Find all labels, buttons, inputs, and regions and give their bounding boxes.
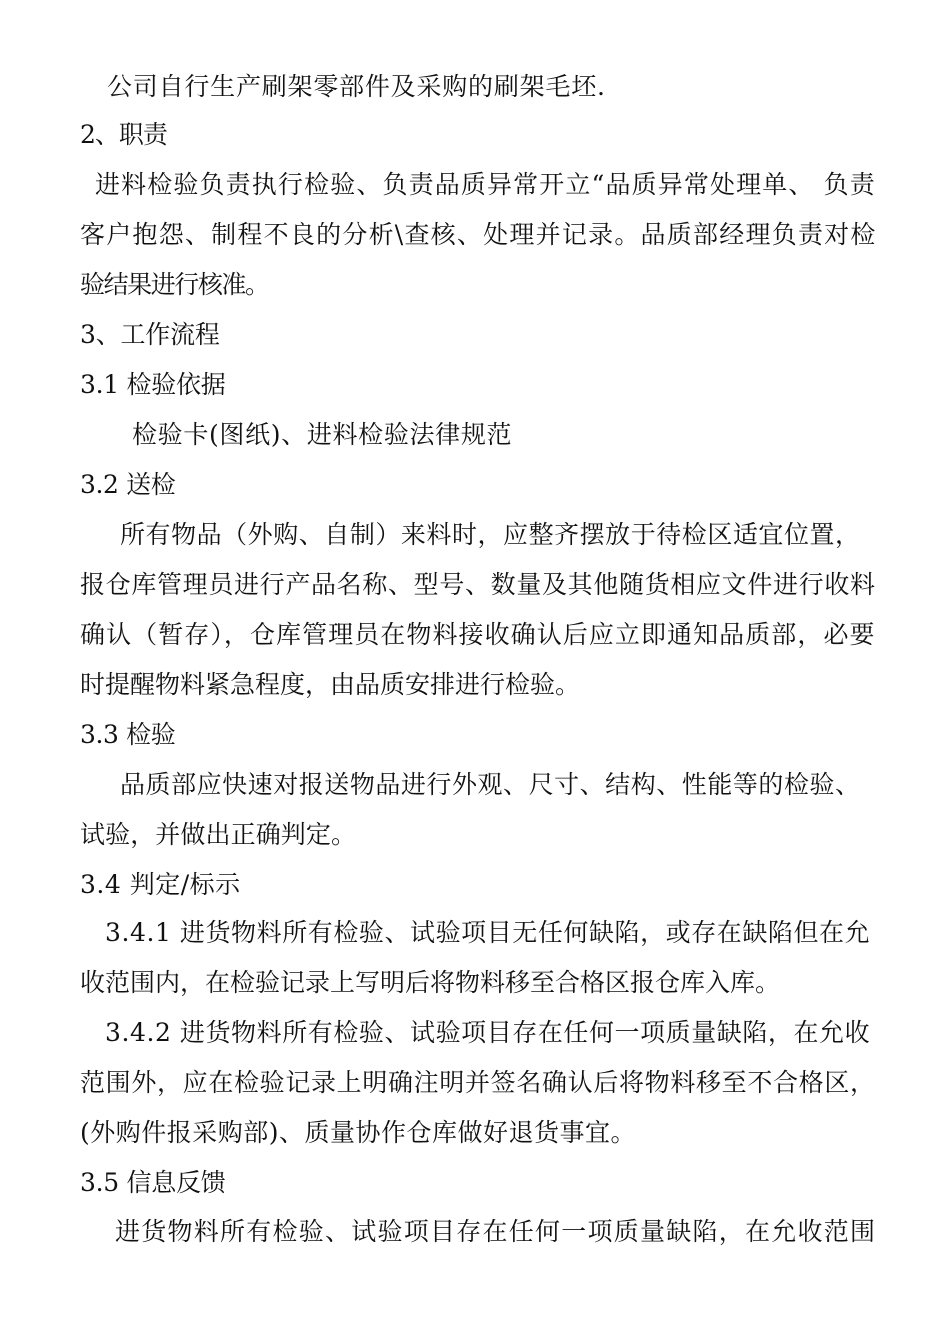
heading-submission: 3.2 送检: [80, 470, 176, 499]
text-line-inspection-basis: 检验卡(图纸)、进料检验法律规范: [132, 420, 513, 449]
heading-information-feedback: 3.5 信息反馈: [80, 1168, 226, 1197]
heading-responsibilities: 2、职责: [80, 120, 167, 149]
text-line-inspection-1: 品质部应快速对报送物品进行外观、尺寸、结构、性能等的检验、: [120, 770, 861, 799]
heading-inspection: 3.3 检验: [80, 720, 176, 749]
text-line-judgment-4: 范围外，应在检验记录上明确注明并签名确认后将物料移至不合格区，: [80, 1068, 876, 1097]
text-line-submission-1: 所有物品（外购、自制）来料时，应整齐摆放于待检区适宜位置，: [120, 520, 861, 549]
text-line-responsibilities-2: 客户抱怨、制程不良的分析\查核、处理并记录。品质部经理负责对检: [80, 220, 877, 249]
text-line-judgment-1: 3.4.1 进货物料所有检验、试验项目无任何缺陷，或存在缺陷但在允: [105, 918, 871, 947]
text-line-scope: 公司自行生产刷架零部件及采购的刷架毛坯.: [107, 72, 606, 101]
heading-workflow: 3、工作流程: [80, 320, 220, 349]
text-line-feedback-1: 进货物料所有检验、试验项目存在任何一项质量缺陷，在允收范围: [115, 1217, 877, 1246]
text-line-submission-3: 确认（暂存），仓库管理员在物料接收确认后应立即通知品质部，必要: [80, 620, 876, 649]
text-line-responsibilities-3: 验结果进行核准。: [80, 270, 269, 299]
text-line-judgment-2: 收范围内，在检验记录上写明后将物料移至合格区报仓库入库。: [80, 968, 781, 997]
text-line-submission-2: 报仓库管理员进行产品名称、型号、数量及其他随货相应文件进行收料: [80, 570, 876, 599]
text-line-submission-4: 时提醒物料紧急程度，由品质安排进行检验。: [80, 670, 581, 699]
heading-inspection-basis: 3.1 检验依据: [80, 370, 226, 399]
text-line-judgment-3: 3.4.2 进货物料所有检验、试验项目存在任何一项质量缺陷，在允收: [105, 1018, 871, 1047]
text-line-inspection-2: 试验，并做出正确判定。: [80, 820, 357, 849]
text-line-judgment-5: (外购件报采购部)、质量协作仓库做好退货事宜。: [80, 1118, 637, 1147]
heading-judgment-marking: 3.4 判定/标示: [80, 870, 241, 899]
text-line-responsibilities-1: 进料检验负责执行检验、负责品质异常开立“品质异常处理单、 负责: [95, 170, 876, 199]
